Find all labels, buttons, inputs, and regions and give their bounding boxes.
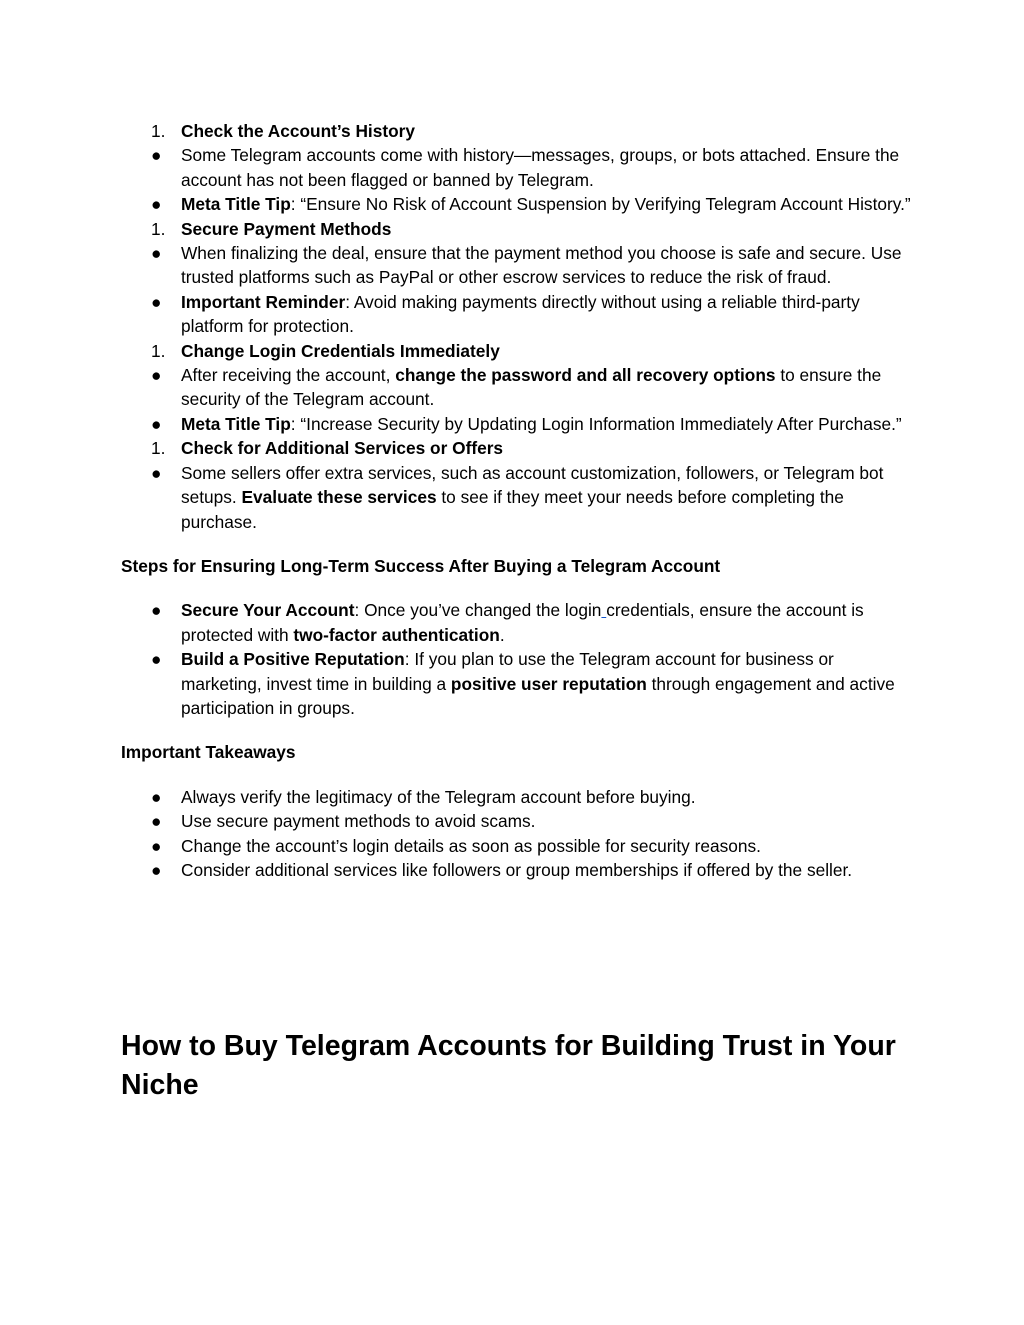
bold-text: Check for Additional Services or Offers bbox=[181, 438, 504, 459]
list-item bbox=[121, 809, 911, 833]
text: : Avoid making payments directly without using a reliable third-party platform for protection. bbox=[181, 291, 860, 337]
bullet-icon: ● bbox=[151, 649, 162, 670]
text: Some sellers offer extra services, such as account customization, followers, or Telegram bot setups. bbox=[181, 462, 884, 508]
bold-text: Secure Payment Methods bbox=[181, 218, 392, 239]
section-2 bbox=[121, 740, 911, 882]
list-item bbox=[121, 290, 911, 339]
list-item bbox=[121, 598, 911, 647]
text: Change the account’s login details as soon as possible for security reasons. bbox=[181, 835, 761, 856]
text: When finalizing the deal, ensure that the payment method you choose is safe and secure. Use trusted platforms such as PayPal or other escrow services to reduce the risk of fraud. bbox=[181, 243, 902, 288]
text: : Once you’ve changed the login bbox=[354, 600, 602, 621]
text: Use secure payment methods to avoid scams. bbox=[181, 811, 536, 832]
list-item bbox=[121, 834, 911, 858]
section-0 bbox=[121, 119, 911, 534]
bullet-icon: ● bbox=[151, 811, 162, 832]
bullet-icon: ● bbox=[151, 194, 162, 215]
document-body bbox=[121, 119, 911, 882]
subheading: Steps for Ensuring Long-Term Success After Buying a Telegram Account bbox=[121, 555, 721, 576]
list-item bbox=[121, 647, 911, 720]
text: credentials, ensure the account is protected with bbox=[181, 600, 864, 645]
numbered-item bbox=[121, 217, 911, 241]
bullet-icon: ● bbox=[151, 600, 162, 621]
section-heading: How to Buy Telegram Accounts for Building Trust in Your Niche bbox=[121, 1030, 896, 1101]
list-item bbox=[121, 412, 911, 436]
text: : “Ensure No Risk of Account Suspension by Verifying Telegram Account History.” bbox=[290, 194, 911, 215]
list-item bbox=[121, 143, 911, 192]
list-item bbox=[121, 363, 911, 412]
bullet-icon: ● bbox=[151, 835, 162, 856]
text: . bbox=[499, 624, 505, 645]
numbered-item bbox=[121, 119, 911, 143]
list-item bbox=[121, 785, 911, 809]
bullet-icon: ● bbox=[151, 786, 162, 807]
bullet-icon: ● bbox=[151, 462, 162, 483]
text: : “Increase Security by Updating Login Information Immediately After Purchase.” bbox=[290, 413, 902, 434]
bold-text: two-factor authentication bbox=[293, 624, 500, 645]
bullet-icon: ● bbox=[151, 365, 162, 386]
text: Some Telegram accounts come with history—messages, groups, or bots attached. Ensure the account has not been flagged or banned by Telegram. bbox=[181, 145, 900, 190]
text: through engagement and active participation in groups. bbox=[181, 673, 895, 718]
bold-text: Meta Title Tip bbox=[181, 413, 291, 434]
bold-text: Check the Account’s History bbox=[181, 121, 415, 141]
text: After receiving the account, bbox=[181, 365, 396, 386]
bold-text: Change Login Credentials Immediately bbox=[181, 340, 500, 361]
text: : If you plan to use the Telegram account for business or marketing, invest time in building a bbox=[181, 649, 834, 694]
numbered-item bbox=[121, 436, 911, 460]
list-item bbox=[121, 192, 911, 216]
list-item bbox=[121, 241, 911, 290]
bullet-icon: ● bbox=[151, 291, 162, 312]
list-item bbox=[121, 858, 911, 882]
section-1 bbox=[121, 554, 911, 720]
list-number: 1. bbox=[151, 121, 166, 141]
list-number: 1. bbox=[151, 218, 166, 239]
text: Always verify the legitimacy of the Telegram account before buying. bbox=[181, 786, 696, 807]
bold-text: change the password and all recovery options bbox=[395, 365, 776, 386]
list-item bbox=[121, 461, 911, 534]
bullet-icon: ● bbox=[151, 243, 162, 264]
bullet-icon: ● bbox=[151, 859, 162, 880]
text: to ensure the security of the Telegram account. bbox=[181, 365, 882, 410]
bold-text: Evaluate these services bbox=[241, 487, 437, 508]
bullet-icon: ● bbox=[151, 145, 162, 166]
numbered-item bbox=[121, 339, 911, 363]
bullet-icon: ● bbox=[151, 413, 162, 434]
list-number: 1. bbox=[151, 438, 166, 459]
bold-text: positive user reputation bbox=[450, 673, 647, 694]
bold-text: Meta Title Tip bbox=[181, 194, 291, 215]
bold-text: Secure Your Account bbox=[181, 600, 355, 621]
bold-text: Build a Positive Reputation bbox=[181, 649, 405, 670]
text: to see if they meet your needs before completing the purchase. bbox=[181, 487, 844, 532]
bold-text: Important Reminder bbox=[181, 291, 346, 312]
subheading: Important Takeaways bbox=[121, 742, 296, 763]
list-number: 1. bbox=[151, 340, 166, 361]
text: Consider additional services like followers or group memberships if offered by the seller. bbox=[181, 859, 853, 880]
